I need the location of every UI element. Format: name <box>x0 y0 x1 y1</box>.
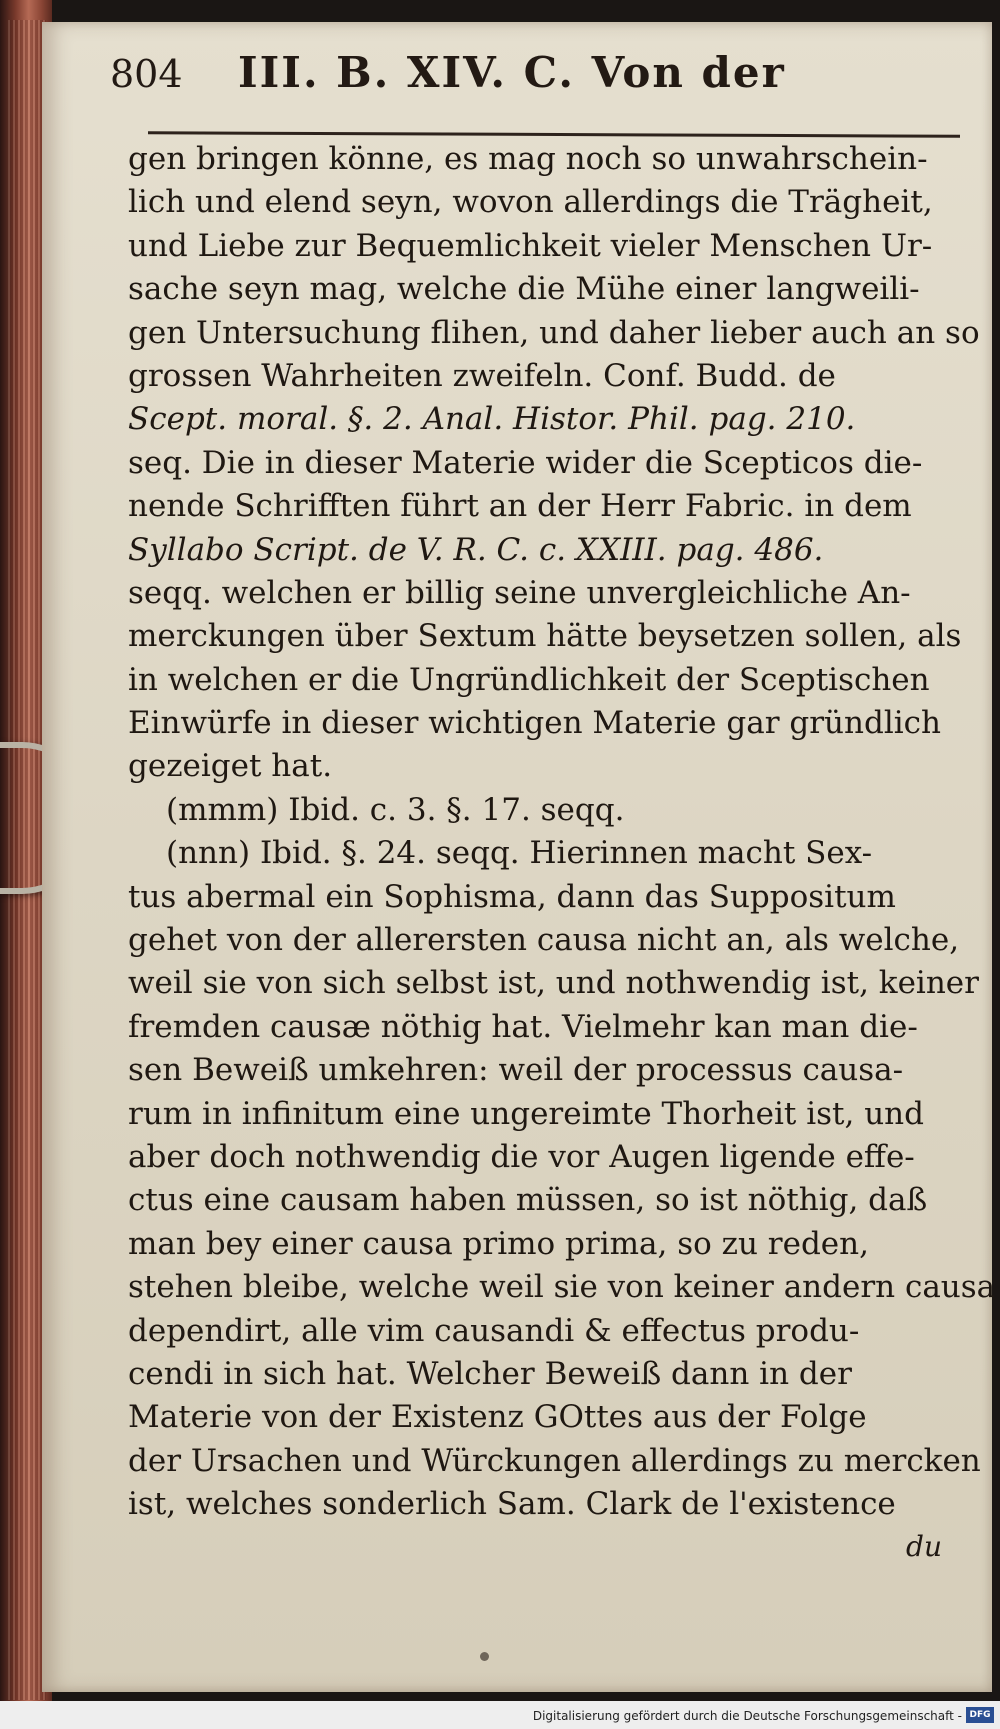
text-line: sen Beweiß umkehren: weil der processus causa- <box>128 1052 904 1089</box>
text-line: in welchen er die Ungründlichkeit der Sceptischen <box>128 661 930 698</box>
text-line: gezeiget hat. <box>128 748 333 785</box>
text-line: nende Schrifften führt an der Herr Fabric. in dem <box>128 488 912 525</box>
text-line: merckungen über Sextum hätte beysetzen sollen, als <box>128 618 962 655</box>
text-line: gehet von der allerersten causa nicht an, als welche, <box>128 922 960 959</box>
text-line: seq. Die in dieser Materie wider die Scepticos die- <box>128 444 923 481</box>
text-line: tus abermal ein Sophisma, dann das Suppositum <box>128 878 896 915</box>
text-line: Einwürfe in dieser wichtigen Materie gar gründlich <box>128 705 941 742</box>
text-line: grossen Wahrheiten zweifeln. Conf. Budd. de <box>128 357 836 394</box>
text-line: seqq. welchen er billig seine unvergleichliche An- <box>128 574 911 611</box>
text-body <box>128 138 996 1527</box>
page-header <box>110 44 970 114</box>
text-line: sache seyn mag, welche die Mühe einer langweili- <box>128 271 920 308</box>
dfg-logo-icon: DFG <box>966 1707 994 1723</box>
text-line: Scept. moral. §. 2. Anal. Histor. Phil. pag. 210. <box>128 401 856 438</box>
catchword: du <box>906 1530 942 1563</box>
text-line: gen bringen könne, es mag noch so unwahrschein- <box>128 141 928 177</box>
text-line: Syllabo Script. de V. R. C. c. XXIII. pag. 486. <box>128 531 824 568</box>
text-line: stehen bleibe, welche weil sie von keiner andern causa <box>128 1269 996 1306</box>
running-head: III. B. XIV. C. Von der <box>238 48 786 97</box>
page-number: 804 <box>110 52 183 96</box>
text-line: aber doch nothwendig die vor Augen ligende effe- <box>128 1138 915 1175</box>
text-line: lich und elend seyn, wovon allerdings die Trägheit, <box>128 184 933 221</box>
text-line: Materie von der Existenz GOttes aus der Folge <box>128 1399 867 1436</box>
text-line: man bey einer causa primo prima, so zu reden, <box>128 1225 869 1262</box>
text-line: cendi in sich hat. Welcher Beweiß dann in der <box>128 1355 852 1392</box>
text-line: rum in infinitum eine ungereimte Thorheit ist, und <box>128 1095 924 1132</box>
text-line: der Ursachen und Würckungen allerdings zu mercken <box>128 1442 981 1479</box>
text-line: weil sie von sich selbst ist, und nothwendig ist, keiner <box>128 965 979 1002</box>
text-line: gen Untersuchung flihen, und daher lieber auch an so <box>128 314 980 351</box>
paper-mark <box>480 1652 489 1661</box>
text-line: und Liebe zur Bequemlichkeit vieler Menschen Ur- <box>128 227 933 264</box>
text-line: ist, welches sonderlich Sam. Clark de l'existence <box>128 1486 896 1523</box>
footnote-mmm: (mmm) Ibid. c. 3. §. 17. seqq. <box>166 791 625 828</box>
footnote-nnn: (nnn) Ibid. §. 24. seqq. Hierinnen macht Sex- <box>166 835 873 872</box>
text-line: dependirt, alle vim causandi & effectus produ- <box>128 1312 860 1349</box>
text-line: fremden causæ nöthig hat. Vielmehr kan man die- <box>128 1008 918 1045</box>
text-line: ctus eine causam haben müssen, so ist nöthig, daß <box>128 1182 928 1219</box>
funding-credit: Digitalisierung gefördert durch die Deutsche Forschungsgemeinschaft - <box>532 1709 962 1723</box>
